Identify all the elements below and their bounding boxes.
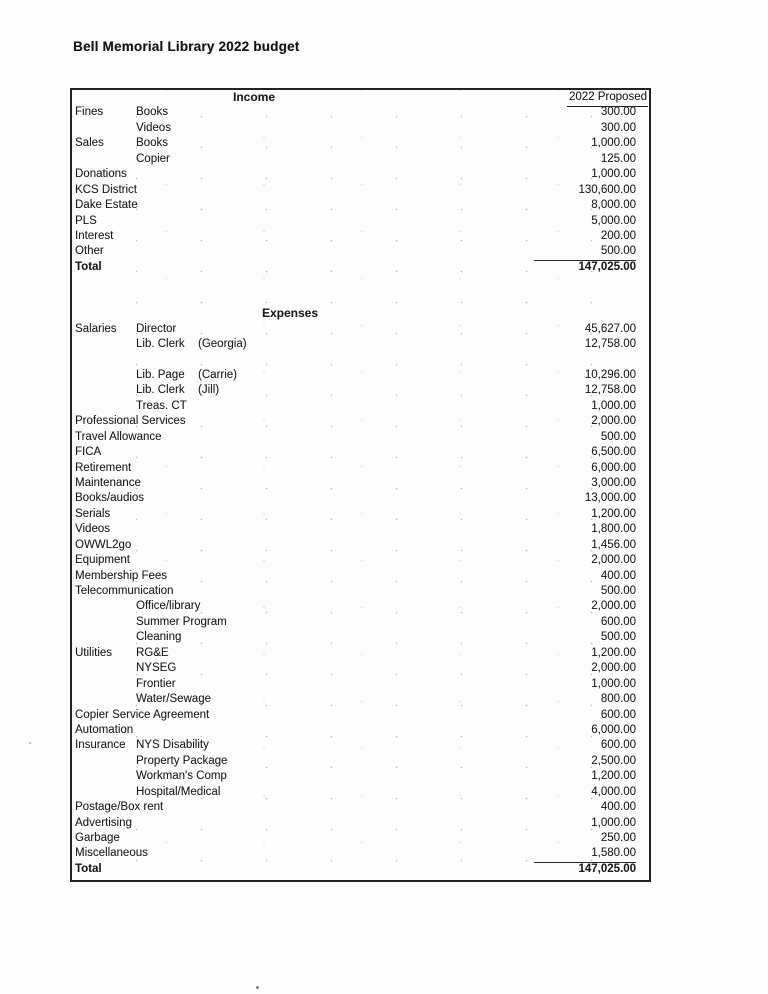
table-row xyxy=(72,646,649,661)
row-value: 3,000.00 xyxy=(591,476,636,489)
row-value: 400.00 xyxy=(600,569,636,582)
row-label: Cleaning xyxy=(136,631,182,644)
row-label: Books xyxy=(136,106,168,119)
row-value: 500.00 xyxy=(600,631,636,644)
scan-speck xyxy=(29,742,31,744)
row-label: Summer Program xyxy=(136,615,227,628)
row-value: 5,000.00 xyxy=(591,214,636,227)
table-row xyxy=(72,738,649,753)
table-row xyxy=(72,198,649,213)
row-label: Automation xyxy=(75,723,134,736)
row-value: 300.00 xyxy=(600,121,636,134)
row-label: Telecommunication xyxy=(75,585,174,597)
table-row xyxy=(72,599,649,614)
row-label: (Carrie) xyxy=(198,368,237,381)
row-value: 6,000.00 xyxy=(591,723,636,736)
row-label: Fines xyxy=(75,106,104,119)
table-row xyxy=(72,152,649,167)
row-label: Sales xyxy=(75,137,104,150)
row-value: 130,600.00 xyxy=(578,183,636,196)
table-row xyxy=(72,615,649,630)
table-row xyxy=(72,769,649,784)
row-value: 1,000.00 xyxy=(591,399,636,412)
row-value: 2,000.00 xyxy=(591,662,636,675)
column-header: 2022 Proposed xyxy=(567,90,648,107)
section-title: Income xyxy=(233,90,276,104)
table-row xyxy=(72,816,649,831)
table-row xyxy=(72,507,649,522)
row-label: Treas. CT xyxy=(136,399,187,412)
row-label: Insurance xyxy=(75,739,126,752)
row-label: Travel Allowance xyxy=(75,430,162,443)
row-value: 500.00 xyxy=(600,430,636,443)
row-value: 147,025.00 xyxy=(578,862,636,875)
row-value: 12,758.00 xyxy=(584,338,636,350)
row-value: 1,000.00 xyxy=(591,137,636,150)
row-label: Maintenance xyxy=(75,476,141,489)
row-value: 500.00 xyxy=(534,244,636,261)
table-row xyxy=(72,862,649,877)
row-label: NYS Disability xyxy=(136,739,209,752)
row-label: Dake Estate xyxy=(75,199,138,212)
table-row xyxy=(72,846,649,861)
row-value: 12,758.00 xyxy=(584,384,636,397)
row-value: 6,500.00 xyxy=(591,446,636,459)
table-row xyxy=(72,136,649,151)
table-row xyxy=(72,337,649,352)
row-value: 2,000.00 xyxy=(591,415,636,428)
table-row xyxy=(72,584,649,599)
row-value: 600.00 xyxy=(600,739,636,752)
section-header-row xyxy=(72,90,649,105)
row-value: 2,500.00 xyxy=(591,754,636,767)
table-row xyxy=(72,692,649,707)
row-label: PLS xyxy=(75,214,97,227)
row-value: 1,200.00 xyxy=(591,770,636,783)
row-label: Miscellaneous xyxy=(75,847,148,860)
row-value: 800.00 xyxy=(600,693,636,706)
row-label: Workman's Comp xyxy=(136,770,227,783)
row-label: Copier xyxy=(136,152,170,165)
page-title: Bell Memorial Library 2022 budget xyxy=(73,39,300,54)
row-value: 147,025.00 xyxy=(578,260,636,273)
row-label: Advertising xyxy=(75,816,132,829)
row-label: Books xyxy=(136,137,168,150)
row-label: Copier Service Agreement xyxy=(75,708,210,721)
table-row xyxy=(72,538,649,553)
row-value: 2,000.00 xyxy=(591,554,636,567)
row-value: 500.00 xyxy=(600,585,636,597)
table-row xyxy=(72,368,649,383)
table-row xyxy=(72,399,649,414)
row-value: 13,000.00 xyxy=(584,492,636,505)
table-row xyxy=(72,785,649,800)
row-label: Lib. Page xyxy=(136,368,185,381)
blank-row xyxy=(72,275,649,290)
row-label: Property Package xyxy=(136,754,228,767)
row-value: 600.00 xyxy=(600,615,636,628)
row-value: 8,000.00 xyxy=(591,199,636,212)
row-label: Lib. Clerk xyxy=(136,338,185,350)
row-label: Total xyxy=(75,862,102,875)
table-row xyxy=(72,677,649,692)
row-label: Interest xyxy=(75,229,114,242)
row-label: OWWL2go xyxy=(75,538,132,551)
table-row xyxy=(72,260,649,275)
table-row xyxy=(72,414,649,429)
table-row xyxy=(72,553,649,568)
table-row xyxy=(72,167,649,182)
row-label: Frontier xyxy=(136,677,176,690)
table-row xyxy=(72,244,649,259)
budget-table xyxy=(70,88,651,882)
table-row xyxy=(72,322,649,337)
section-header-row xyxy=(72,306,649,321)
row-label: Total xyxy=(75,260,102,273)
row-label: Equipment xyxy=(75,554,130,567)
row-label: Water/Sewage xyxy=(136,693,211,706)
table-row xyxy=(72,569,649,584)
table-row xyxy=(72,831,649,846)
row-value: 6,000.00 xyxy=(591,461,636,474)
section-title: Expenses xyxy=(262,306,319,321)
row-value: 125.00 xyxy=(600,152,636,165)
row-label: (Jill) xyxy=(198,384,220,397)
table-row xyxy=(72,383,649,398)
row-value: 400.00 xyxy=(600,801,636,814)
row-label: Videos xyxy=(75,523,110,536)
table-row xyxy=(72,183,649,198)
table-row xyxy=(72,430,649,445)
row-label: (Georgia) xyxy=(198,338,247,350)
row-value: 1,000.00 xyxy=(591,677,636,690)
scan-speck xyxy=(256,986,259,989)
row-value: 2,000.00 xyxy=(591,600,636,613)
row-label: Donations xyxy=(75,168,127,181)
row-value: 250.00 xyxy=(600,832,636,844)
table-row xyxy=(72,121,649,136)
blank-row xyxy=(72,352,649,367)
row-label: Videos xyxy=(136,121,171,134)
row-value: 1,200.00 xyxy=(591,507,636,520)
row-value: 1,200.00 xyxy=(591,646,636,659)
row-label: Serials xyxy=(75,507,111,520)
table-row xyxy=(72,445,649,460)
row-label: KCS District xyxy=(75,183,137,196)
table-row xyxy=(72,522,649,537)
row-value: 45,627.00 xyxy=(584,322,636,335)
row-value: 10,296.00 xyxy=(584,368,636,381)
blank-row xyxy=(72,291,649,306)
row-label: Retirement xyxy=(75,461,132,474)
row-label: Garbage xyxy=(75,832,120,844)
table-row xyxy=(72,214,649,229)
row-value: 1,456.00 xyxy=(591,538,636,551)
row-label: Professional Services xyxy=(75,415,186,428)
table-row xyxy=(72,461,649,476)
row-value: 1,000.00 xyxy=(591,168,636,181)
row-value: 1,580.00 xyxy=(534,846,636,863)
row-value: 4,000.00 xyxy=(591,785,636,798)
row-label: Books/audios xyxy=(75,492,145,505)
row-label: Postage/Box rent xyxy=(75,801,164,814)
row-label: Salaries xyxy=(75,322,117,335)
table-row xyxy=(72,476,649,491)
budget-rows xyxy=(72,90,649,877)
row-value: 600.00 xyxy=(600,708,636,721)
row-label: Director xyxy=(136,322,177,335)
row-value: 1,800.00 xyxy=(591,523,636,536)
row-label: FICA xyxy=(75,446,102,459)
row-label: Office/library xyxy=(136,600,201,613)
row-value: 200.00 xyxy=(600,229,636,242)
table-row xyxy=(72,723,649,738)
row-label: Other xyxy=(75,245,104,258)
table-row xyxy=(72,491,649,506)
table-row xyxy=(72,708,649,723)
row-label: Hospital/Medical xyxy=(136,785,221,798)
row-label: RG&E xyxy=(136,646,169,659)
table-row xyxy=(72,630,649,645)
table-row xyxy=(72,229,649,244)
row-value: 300.00 xyxy=(600,106,636,119)
table-row xyxy=(72,754,649,769)
table-row xyxy=(72,661,649,676)
row-label: Lib. Clerk xyxy=(136,384,185,397)
table-row xyxy=(72,800,649,815)
row-label: NYSEG xyxy=(136,662,177,675)
row-label: Utilities xyxy=(75,646,113,659)
row-label: Membership Fees xyxy=(75,569,168,582)
table-row xyxy=(72,105,649,120)
row-value: 1,000.00 xyxy=(591,816,636,829)
